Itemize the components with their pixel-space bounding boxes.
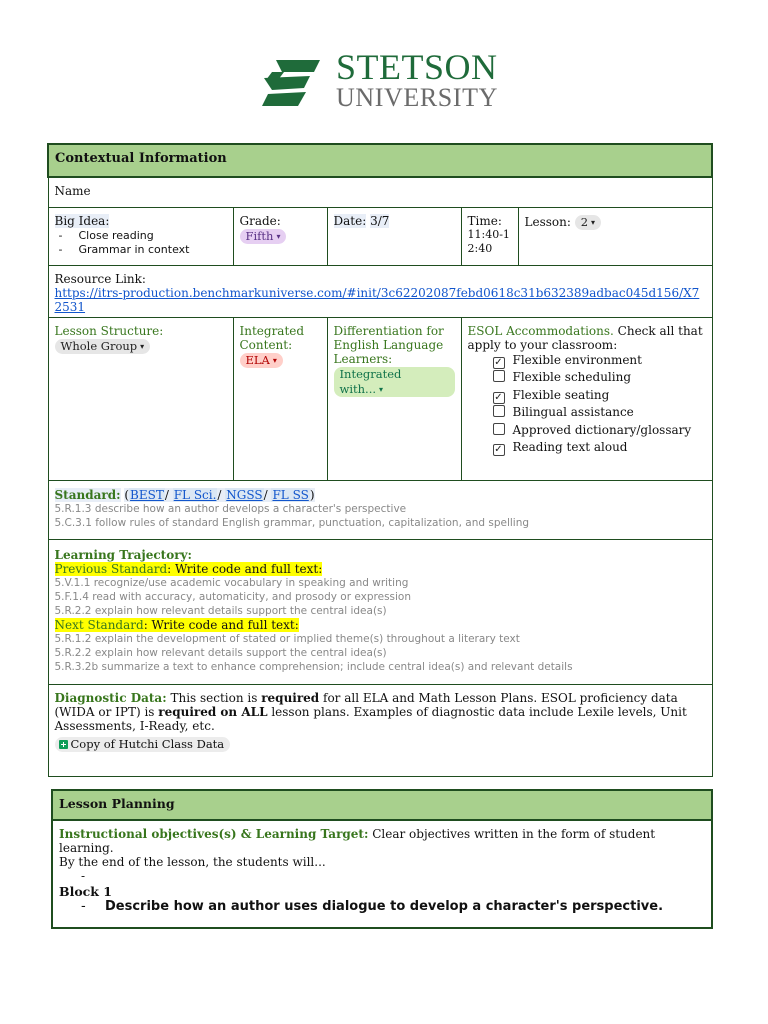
standard-item: 5.C.3.1 follow rules of standard English grammar, punctuation, capitalization, and spelling [54, 516, 530, 529]
previous-standard-label: Previous Standard [54, 561, 168, 576]
lesson-label: Lesson: [524, 214, 571, 229]
resource-link[interactable]: https://itrs-production.benchmarkuniverse.com/#init/3c62202087febd0618c31b632389adbac045d156/X72531 [54, 285, 700, 314]
esol-accommodations-cell [461, 317, 712, 480]
name-label: Name [54, 184, 91, 198]
integrated-content-dropdown[interactable] [240, 353, 283, 368]
differentiation-label: Differentiation for English Language Learners: [333, 323, 444, 366]
next-standard-heading [55, 618, 706, 632]
esol-label: ESOL Accommodations. [467, 323, 614, 338]
class-data-file-chip[interactable] [55, 737, 231, 752]
next-standard-item: 5.R.2.2 explain how relevant details support the central idea(s) [54, 646, 387, 659]
checkbox-checked-icon[interactable]: ✓ [494, 356, 503, 368]
lesson-cell [518, 207, 712, 265]
esol-option-flexible-scheduling[interactable] [493, 369, 706, 387]
logo-line-university: UNIVERSITY [336, 83, 498, 112]
block-objective-item: - Describe how an author uses dialogue to develop a character's perspective. [81, 899, 705, 915]
diagnostic-emphasis: required [261, 690, 320, 705]
logo-line-stetson: STETSON [336, 47, 498, 87]
esol-instructions: Check all that apply to your classroom: [467, 323, 703, 352]
dropdown-arrow-icon: ▾ [379, 384, 384, 394]
objectives-cell[interactable] [52, 820, 712, 928]
contextual-information-table [47, 143, 713, 777]
checkbox-label: Bilingual assistance [512, 405, 634, 419]
objectives-text [59, 827, 705, 855]
dropdown-arrow-icon: ▾ [276, 231, 281, 241]
lesson-planning-header: Lesson Planning [52, 790, 712, 820]
empty-dash-item: - [81, 869, 86, 883]
date-cell[interactable] [327, 207, 461, 265]
checkbox-unchecked-icon[interactable] [493, 423, 505, 435]
previous-standard-item: 5.R.2.2 explain how relevant details support the central idea(s) [54, 604, 387, 617]
objectives-label: Instructional objectives(s) & Learning Target: [59, 827, 369, 841]
lesson-structure-dropdown[interactable] [55, 339, 151, 354]
standard-link-fl-sci[interactable]: FL Sci. [173, 487, 217, 502]
contextual-information-header: Contextual Information [48, 144, 712, 177]
next-standard-item: 5.R.3.2b summarize a text to enhance comprehension; include central idea(s) and relevant details [54, 660, 573, 673]
time-label: Time: [467, 213, 502, 228]
resource-link-label: Resource Link: [54, 271, 146, 286]
lesson-structure-label: Lesson Structure: [54, 323, 164, 338]
standard-item: 5.R.1.3 describe how an author develops a character's perspective [54, 502, 407, 515]
name-field[interactable] [48, 177, 712, 207]
standard-heading: Standard: (BEST/ FL Sci./ NGSS/ FL SS) [54, 487, 315, 502]
lesson-structure-cell [48, 317, 233, 480]
objectives-line2: By the end of the lesson, the students will... [59, 855, 326, 869]
previous-standard-item: 5.V.1.1 recognize/use academic vocabulary in speaking and writing [54, 576, 409, 589]
lesson-value: 2 [580, 214, 589, 229]
date-value: 3/7 [370, 213, 390, 228]
diagnostic-emphasis: required on ALL [158, 704, 268, 719]
dropdown-arrow-icon: ▾ [591, 217, 596, 227]
checkbox-label: Flexible scheduling [512, 370, 632, 384]
dropdown-arrow-icon: ▾ [140, 341, 145, 351]
spreadsheet-icon [59, 740, 68, 749]
checkbox-label: Flexible environment [512, 352, 642, 367]
esol-option-approved-dictionary[interactable] [493, 422, 706, 440]
standard-link-ngss[interactable]: NGSS [226, 487, 263, 502]
diagnostic-data-label: Diagnostic Data: [54, 690, 167, 705]
integrated-content-cell [233, 317, 327, 480]
esol-option-flexible-seating[interactable] [493, 387, 706, 405]
resource-link-cell [48, 265, 712, 317]
esol-checklist [468, 352, 706, 457]
checkbox-unchecked-icon[interactable] [493, 370, 505, 382]
list-item: - Grammar in context [59, 243, 227, 257]
next-standard-instructions: : Write code and full text: [143, 617, 299, 632]
date-label: Date: [333, 213, 367, 228]
next-standard-item: 5.R.1.2 explain the development of stated or implied theme(s) throughout a literary text [54, 632, 520, 645]
stetson-logo [262, 48, 522, 112]
standard-link-best[interactable]: BEST [130, 487, 164, 502]
learning-trajectory-label: Learning Trajectory: [54, 547, 192, 562]
grade-dropdown[interactable] [240, 229, 287, 244]
checkbox-checked-icon[interactable]: ✓ [494, 444, 503, 455]
grade-value: Fifth [245, 228, 274, 243]
checkbox-unchecked-icon[interactable] [493, 405, 505, 417]
lesson-planning-table [51, 789, 713, 929]
diagnostic-text: This section is [166, 690, 262, 705]
checkbox-label: Approved dictionary/glossary [512, 422, 692, 437]
diagnostic-data-text [55, 691, 706, 733]
class-data-file-name: Copy of Hutchi Class Data [70, 736, 225, 751]
differentiation-dropdown[interactable] [334, 367, 455, 397]
lesson-dropdown[interactable] [575, 215, 601, 230]
esol-heading [468, 324, 706, 352]
differentiation-value: Integrated with... [339, 366, 402, 396]
time-cell[interactable] [461, 207, 518, 265]
diagnostic-text: lesson plans. Examples of diagnostic data include Lexile levels, Unit Assessments, I-Ready, etc. [54, 704, 687, 733]
big-idea-list [55, 229, 227, 257]
previous-standard-item: 5.F.1.4 read with accuracy, automaticity, and prosody or expression [54, 590, 412, 603]
integrated-content-label: Integrated Content: [239, 323, 305, 352]
standard-cell [48, 480, 712, 539]
dropdown-arrow-icon: ▾ [272, 355, 277, 365]
integrated-content-value: ELA [245, 352, 270, 367]
learning-trajectory-cell [48, 539, 712, 684]
big-idea-label: Big Idea: [54, 213, 110, 228]
standard-link-fl-ss[interactable]: FL SS [272, 487, 309, 502]
grade-label: Grade: [239, 213, 281, 228]
checkbox-label: Reading text aloud [512, 440, 628, 454]
diagnostic-data-cell [48, 684, 712, 776]
grade-cell [233, 207, 327, 265]
differentiation-cell [327, 317, 461, 480]
list-item: - Close reading [59, 229, 227, 243]
previous-standard-instructions: : Write code and full text: [167, 561, 323, 576]
big-idea-cell[interactable] [48, 207, 233, 265]
esol-option-reading-text-aloud[interactable] [493, 439, 706, 457]
diagnostic-text: for all ELA and Math Lesson Plans. ESOL proficiency data (WIDA or IPT) is [54, 690, 678, 719]
stetson-s-icon [262, 54, 322, 106]
time-value: 11:40-12:40 [467, 227, 510, 255]
standard-label: Standard: [54, 487, 121, 502]
lesson-structure-value: Whole Group [60, 338, 138, 353]
checkbox-label: Flexible seating [512, 387, 610, 402]
objectives-instructions: Clear objectives written in the form of student learning. [59, 827, 656, 855]
block-label: Block 1 [59, 884, 112, 899]
esol-option-bilingual-assistance[interactable] [493, 404, 706, 422]
checkbox-checked-icon[interactable]: ✓ [494, 391, 503, 403]
previous-standard-heading [55, 562, 706, 576]
next-standard-label: Next Standard [54, 617, 144, 632]
esol-option-flexible-environment[interactable] [493, 352, 706, 370]
